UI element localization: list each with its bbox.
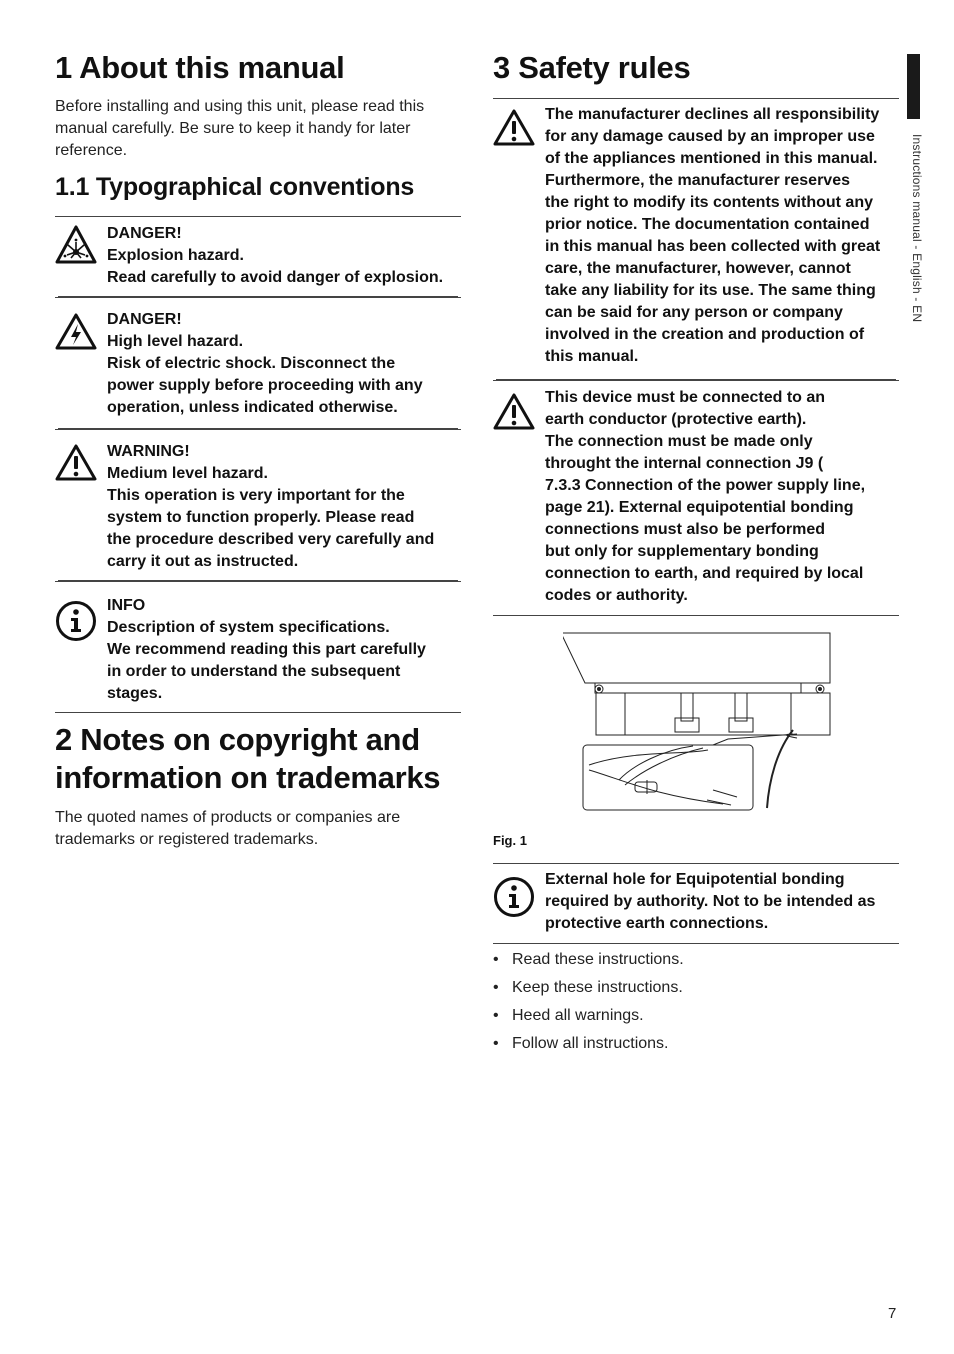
notice-line: earth conductor (protective earth). <box>545 411 807 428</box>
notice-line: DANGER! <box>107 311 182 328</box>
notice-line: page 21). External equipotential bonding <box>545 499 854 516</box>
notice-line: INFO <box>107 597 146 614</box>
list-item-text: Heed all warnings. <box>512 1007 644 1024</box>
notice-line: connections must also be performed <box>545 521 826 538</box>
list-item-text: Read these instructions. <box>512 951 684 968</box>
notice-line: the procedure described very carefully and <box>107 531 435 548</box>
electric-hazard-icon <box>55 298 107 356</box>
notice-line: protective earth connections. <box>545 915 769 932</box>
notice-line: Furthermore, the manufacturer reserves <box>545 172 850 189</box>
notice-line: operation, unless indicated otherwise. <box>107 399 398 416</box>
notice-line: take any liability for its use. The same thing <box>545 282 876 299</box>
info-icon <box>493 864 545 923</box>
list-item-text: Follow all instructions. <box>512 1035 669 1052</box>
section-2-title <box>55 721 475 797</box>
notice-line: This operation is very important for the <box>107 487 405 504</box>
notice-line: required by authority. Not to be intended as <box>545 893 876 910</box>
notice-warning <box>55 429 461 578</box>
notice-line: in this manual has been collected with great <box>545 238 881 255</box>
safety-notice-earth <box>493 380 899 616</box>
info-notice-equipotential <box>493 863 899 944</box>
list-item <box>493 1002 899 1030</box>
body-line: manual carefully. Be sure to keep it handy for later <box>55 120 411 137</box>
notice-line: can be said for any person or company <box>545 304 843 321</box>
warning-icon <box>493 381 545 436</box>
sidebar-language-label: Instructions manual - English - EN <box>910 134 924 323</box>
explosion-hazard-icon <box>55 217 107 270</box>
figure-1-drawing <box>563 630 843 815</box>
body-line: Before installing and using this unit, please read this <box>55 98 425 115</box>
notice-line: in order to understand the subsequent <box>107 663 401 680</box>
section-1-body <box>55 96 461 162</box>
notice-danger-explosion <box>55 216 461 295</box>
section-3-title: 3 Safety rules <box>493 50 691 85</box>
bullet-icon: • <box>493 1035 499 1052</box>
notice-line: power supply before proceeding with any <box>107 377 423 394</box>
section-2-title-line: information on trademarks <box>55 760 441 795</box>
notice-line: involved in the creation and production of <box>545 326 865 343</box>
section-tab-marker <box>907 54 920 119</box>
notice-line: DANGER! <box>107 225 182 242</box>
bullet-icon: • <box>493 951 499 968</box>
notice-line: This device must be connected to an <box>545 389 826 406</box>
notice-line: this manual. <box>545 348 639 365</box>
list-item <box>493 974 899 1002</box>
notice-line: External hole for Equipotential bonding <box>545 871 845 888</box>
safety-notice-liability <box>493 98 899 373</box>
notice-line: The connection must be made only <box>545 433 813 450</box>
warning-icon <box>493 99 545 152</box>
notice-line: for any damage caused by an improper use <box>545 128 875 145</box>
notice-line: of the appliances mentioned in this manual. <box>545 150 878 167</box>
section-1-title: 1 About this manual <box>55 50 345 85</box>
notice-line: the right to modify its contents without any <box>545 194 873 211</box>
list-item-text: Keep these instructions. <box>512 979 683 996</box>
notice-line: WARNING! <box>107 443 190 460</box>
list-item <box>493 946 899 974</box>
notice-line: The manufacturer declines all responsibility <box>545 106 880 123</box>
body-line: reference. <box>55 142 128 159</box>
notice-danger-electric <box>55 297 461 427</box>
body-line: trademarks or registered trademarks. <box>55 831 319 848</box>
bullet-icon: • <box>493 1007 499 1024</box>
figure-caption: Fig. 1 <box>493 833 527 848</box>
notice-line: We recommend reading this part carefully <box>107 641 426 658</box>
section-2-title-line: 2 Notes on copyright and <box>55 722 420 757</box>
body-line: The quoted names of products or companies are <box>55 809 401 826</box>
notice-line: prior notice. The documentation contained <box>545 216 870 233</box>
notice-line: Risk of electric shock. Disconnect the <box>107 355 396 372</box>
notice-line: care, the manufacturer, however, cannot <box>545 260 851 277</box>
notice-line: stages. <box>107 685 163 702</box>
notice-line: codes or authority. <box>545 587 688 604</box>
info-icon <box>55 582 107 647</box>
notice-line: Explosion hazard. <box>107 247 244 264</box>
notice-line: carry it out as instructed. <box>107 553 299 570</box>
section-1-1-title: 1.1 Typographical conventions <box>55 173 415 201</box>
notice-line: High level hazard. <box>107 333 244 350</box>
notice-line: Medium level hazard. <box>107 465 268 482</box>
notice-line: Description of system specifications. <box>107 619 390 636</box>
notice-info <box>55 581 461 713</box>
notice-line: throught the internal connection J9 ( <box>545 455 824 472</box>
section-2-body <box>55 807 461 851</box>
notice-line: connection to earth, and required by local <box>545 565 864 582</box>
notice-line: 7.3.3 Connection of the power supply line, <box>545 477 866 494</box>
bullet-icon: • <box>493 979 499 996</box>
page-number: 7 <box>888 1305 897 1322</box>
instructions-list <box>493 946 899 1058</box>
notice-line: system to function properly. Please read <box>107 509 415 526</box>
notice-line: but only for supplementary bonding <box>545 543 819 560</box>
notice-line: Read carefully to avoid danger of explosion. <box>107 269 444 286</box>
warning-icon <box>55 430 107 487</box>
list-item <box>493 1030 899 1058</box>
